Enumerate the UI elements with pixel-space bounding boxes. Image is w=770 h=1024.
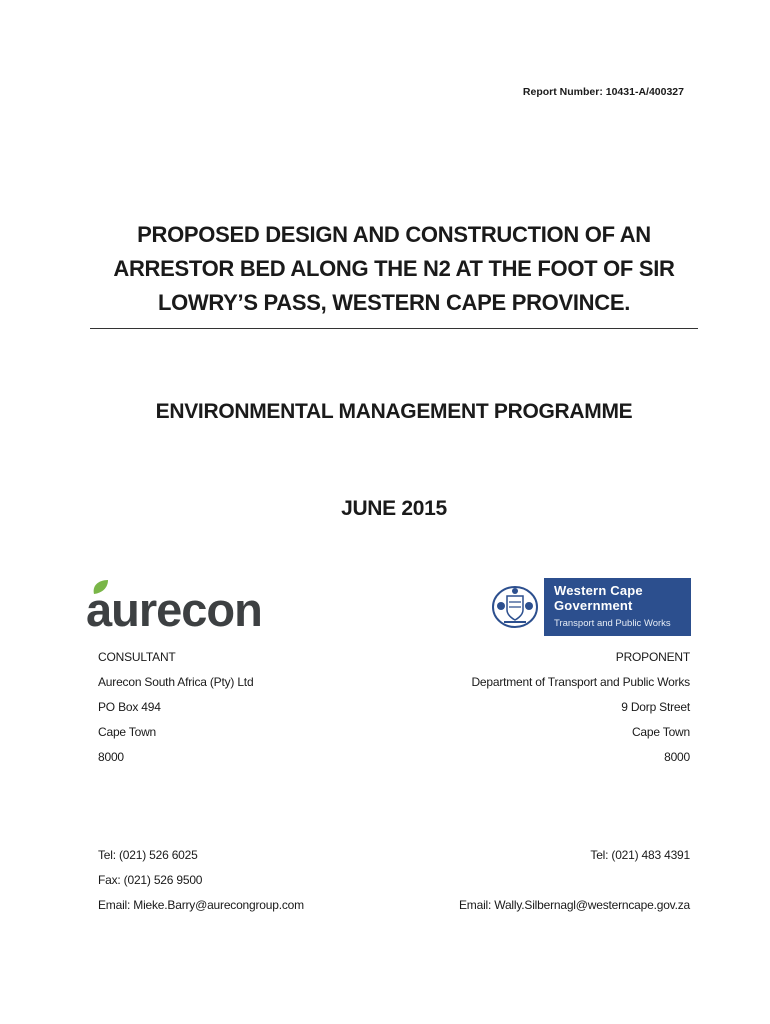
consultant-fax: Fax: (021) 526 9500 <box>98 873 203 887</box>
proponent-company: Department of Transport and Public Works <box>471 675 690 689</box>
proponent-contact <box>459 846 690 921</box>
title-line-2: ARRESTOR BED ALONG THE N2 AT THE FOOT OF SIR <box>113 256 675 281</box>
proponent-address: 9 Dorp Street <box>621 700 690 714</box>
consultant-address: PO Box 494 <box>98 700 161 714</box>
wc-name-line-1: Western Cape <box>554 583 643 598</box>
consultant-contact <box>98 846 304 921</box>
western-cape-government-logo <box>486 578 691 636</box>
consultant-postcode: 8000 <box>98 750 124 764</box>
consultant-company: Aurecon South Africa (Pty) Ltd <box>98 675 254 689</box>
title-divider <box>90 328 698 329</box>
report-number: Report Number: 10431-A/400327 <box>522 86 684 98</box>
contact-spacer <box>459 871 690 896</box>
document-title <box>90 218 698 320</box>
title-line-1: PROPOSED DESIGN AND CONSTRUCTION OF AN <box>137 222 651 247</box>
aurecon-logo-graphic <box>86 578 314 634</box>
title-line-3: LOWRY’S PASS, WESTERN CAPE PROVINCE. <box>157 290 631 315</box>
consultant-details <box>98 648 253 773</box>
wc-name-line-2: Government <box>554 598 633 613</box>
consultant-heading: CONSULTANT <box>98 650 176 664</box>
consultant-city: Cape Town <box>98 725 157 739</box>
aurecon-wordmark: aurecon <box>86 583 262 634</box>
consultant-tel: Tel: (021) 526 6025 <box>98 848 198 862</box>
document-date: JUNE 2015 <box>341 497 447 520</box>
document-subtitle: ENVIRONMENTAL MANAGEMENT PROGRAMME <box>155 400 633 423</box>
proponent-tel: Tel: (021) 483 4391 <box>590 848 690 862</box>
proponent-details <box>471 648 690 773</box>
coat-of-arms-icon <box>486 578 545 636</box>
proponent-postcode: 8000 <box>664 750 690 764</box>
aurecon-logo <box>86 578 314 634</box>
proponent-heading: PROPONENT <box>615 650 690 664</box>
proponent-email[interactable]: Email: Wally.Silbernagl@westerncape.gov.za <box>459 898 690 912</box>
consultant-email[interactable]: Email: Mieke.Barry@aurecongroup.com <box>98 898 304 912</box>
proponent-city: Cape Town <box>631 725 690 739</box>
wc-department: Transport and Public Works <box>554 618 671 629</box>
